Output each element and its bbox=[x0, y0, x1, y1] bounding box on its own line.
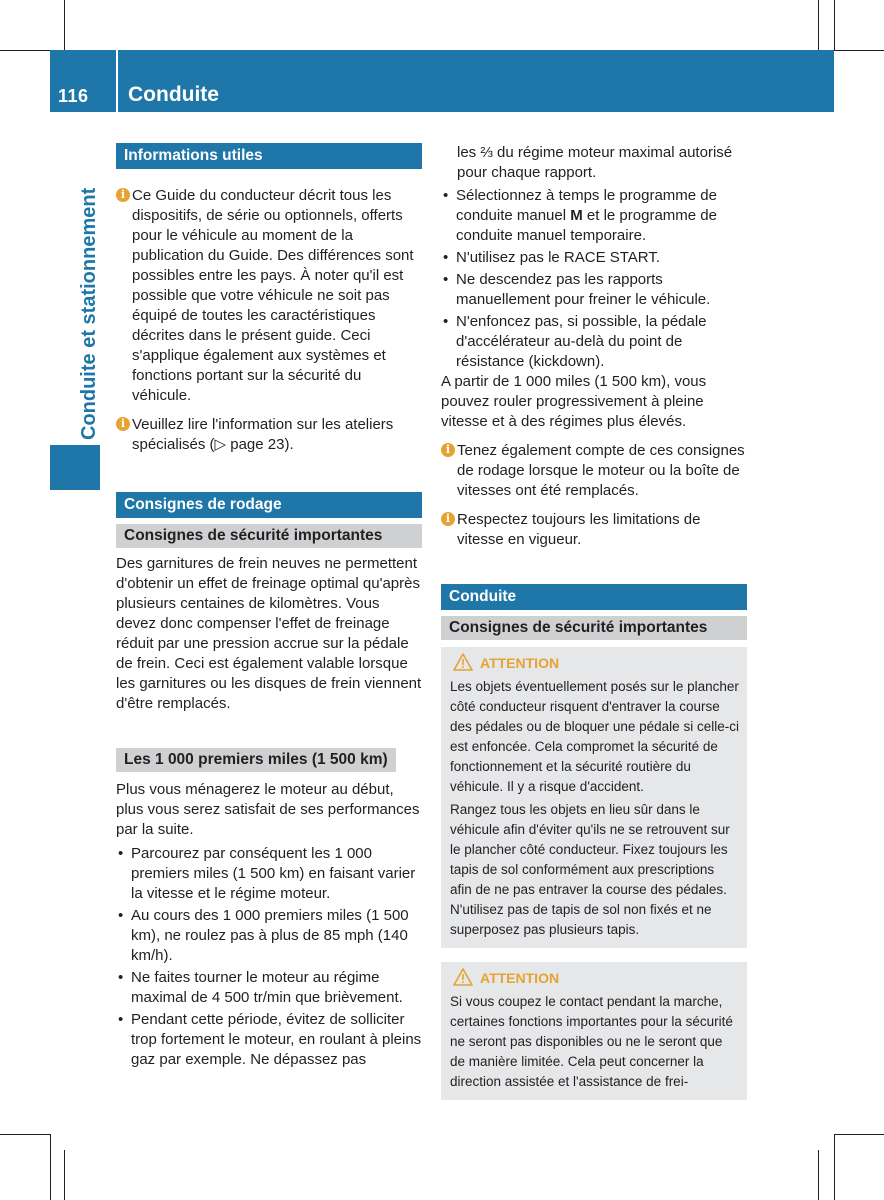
list-item-text: Pendant cette période, évitez de solliciter trop fortement le moteur, en roulant à pleins gaz par exemple. Ne dépassez pas bbox=[131, 1011, 422, 1068]
paragraph: Plus vous ménagerez le moteur au début, plus vous serez satisfait de ses performances par la suite. bbox=[116, 781, 420, 838]
info-text: Tenez également compte de ces consignes de rodage lorsque le moteur ou la boîte de vitesses ont été remplacés. bbox=[457, 442, 745, 499]
section-heading-conduite: Conduite bbox=[441, 584, 747, 610]
list-item-text: Au cours des 1 000 premiers miles (1 500 km), ne roulez pas à plus de 85 mph (140 km/h). bbox=[131, 907, 409, 964]
bullet-marker: • bbox=[443, 313, 449, 330]
list-item bbox=[441, 186, 747, 246]
list-item-text: N'enfoncez pas, si possible, la pédale d'accélérateur au-delà du point de résistance (kickdown). bbox=[456, 313, 707, 370]
warning-box bbox=[441, 962, 747, 1100]
warning-text: Si vous coupez le contact pendant la marche, certaines fonctions importantes pour la sécurité ne seront pas disponibles ou ne le seront que de manière limitée. Cela peut concerner la direction assistée et l'assistance de frei- bbox=[450, 994, 733, 1089]
crop-mark bbox=[834, 1134, 835, 1200]
info-note bbox=[441, 510, 747, 550]
info-text: Respectez toujours les limitations de vitesse en vigueur. bbox=[457, 511, 701, 548]
bullet-marker: • bbox=[118, 845, 124, 862]
info-note bbox=[116, 415, 422, 455]
info-note bbox=[116, 186, 422, 406]
info-icon: i bbox=[441, 512, 455, 526]
list-item bbox=[441, 312, 747, 372]
subheading-premiers-miles: Les 1 000 premiers miles (1 500 km) bbox=[116, 748, 396, 772]
info-icon: i bbox=[116, 188, 130, 202]
crop-mark bbox=[0, 1134, 50, 1135]
list-item-text: Ne faites tourner le moteur au régime maximal de 4 500 tr/min que brièvement. bbox=[131, 969, 403, 1006]
info-icon: i bbox=[441, 443, 455, 457]
list-item-text: Ne descendez pas les rapports manuellement pour freiner le véhicule. bbox=[456, 271, 711, 308]
warning-title-text: ATTENTION bbox=[480, 970, 560, 986]
info-icon: i bbox=[116, 417, 130, 431]
bullet-marker: • bbox=[443, 187, 449, 204]
crop-mark bbox=[818, 0, 819, 50]
list-item bbox=[441, 248, 747, 268]
warning-title bbox=[450, 653, 739, 673]
page-title: Conduite bbox=[128, 83, 219, 106]
section-heading-informations-utiles: Informations utiles bbox=[116, 143, 422, 169]
right-column bbox=[441, 143, 747, 1100]
crop-mark bbox=[834, 0, 835, 50]
list-item bbox=[116, 968, 422, 1008]
list-item-text: Sélectionnez à temps le programme de conduite manuel M et le programme de conduite manuel temporaire. bbox=[456, 187, 717, 244]
bullet-marker: • bbox=[443, 249, 449, 266]
warning-triangle-icon bbox=[453, 653, 473, 671]
warning-title-text: ATTENTION bbox=[480, 655, 560, 671]
bullet-marker: • bbox=[443, 271, 449, 288]
crop-mark bbox=[64, 0, 65, 50]
list-item bbox=[116, 844, 422, 904]
crop-mark bbox=[0, 50, 50, 51]
info-text: Ce Guide du conducteur décrit tous les dispositifs, de série ou optionnels, offerts pour le véhicule au moment de la publication du Guide. Des différences sont possibles entre les pays. À noter qu'il est possible que votre véhicule ne soit pas équipé de toutes les caractéristiques décrites dans le présent guide. Ceci s'applique également aux systèmes et fonctions portant sur la sécurité du véhicule. bbox=[132, 187, 414, 404]
subheading-securite: Consignes de sécurité importantes bbox=[116, 524, 422, 548]
section-heading-consignes-rodage: Consignes de rodage bbox=[116, 492, 422, 518]
header-separator bbox=[116, 50, 118, 112]
bullet-marker: • bbox=[118, 907, 124, 924]
warning-box bbox=[441, 647, 747, 948]
paragraph: A partir de 1 000 miles (1 500 km), vous pouvez rouler progressivement à pleine vitesse et à des régimes plus élevés. bbox=[441, 373, 707, 430]
continuation-text: les ⅔ du régime moteur maximal autorisé pour chaque rapport. bbox=[457, 144, 733, 181]
crop-mark bbox=[834, 1134, 884, 1135]
crop-mark bbox=[64, 1150, 65, 1200]
warning-text: Les objets éventuellement posés sur le plancher côté conducteur risquent d'entraver la course des pédales ou de bloquer une pédale si celle-ci est enfoncée. Cela compromet la sécurité de fonctionnement et la sécurité routière du véhicule. Il y a risque d'accident. bbox=[450, 679, 739, 794]
warning-triangle-icon bbox=[453, 968, 473, 986]
chapter-label: Conduite et stationnement bbox=[78, 187, 100, 440]
subheading-securite: Consignes de sécurité importantes bbox=[441, 616, 747, 640]
list-item-text: Parcourez par conséquent les 1 000 premiers miles (1 500 km) en faisant varier la vitesse et le régime moteur. bbox=[131, 845, 416, 902]
paragraph: Des garnitures de frein neuves ne permettent d'obtenir un effet de freinage optimal qu'après plusieurs centaines de kilomètres. Vous devez donc compenser l'effet de freinage réduit par une pression accrue sur la pédale de frein. Ceci est également valable lorsque les garnitures ou les disques de frein viennent d'être remplacés. bbox=[116, 555, 422, 712]
list-item bbox=[116, 906, 422, 966]
crop-mark bbox=[818, 1150, 819, 1200]
warning-title bbox=[450, 968, 739, 988]
info-text: Veuillez lire l'information sur les ateliers spécialisés (▷ page 23). bbox=[132, 416, 394, 453]
info-note bbox=[441, 441, 747, 501]
crop-mark bbox=[50, 1134, 51, 1200]
side-tab bbox=[50, 445, 100, 490]
list-item bbox=[441, 270, 747, 310]
crop-mark bbox=[834, 50, 884, 51]
list-item-text: N'utilisez pas le RACE START. bbox=[456, 249, 661, 266]
left-column bbox=[116, 143, 422, 1070]
page-number: 116 bbox=[58, 86, 89, 106]
bullet-marker: • bbox=[118, 1011, 124, 1028]
list-item bbox=[116, 1010, 422, 1070]
warning-text: Rangez tous les objets en lieu sûr dans le véhicule afin d'éviter qu'ils ne se retrouvent sur le plancher côté conducteur. Fixez toujours les tapis de sol conformément aux prescriptions afin de ne pas entraver la course des pédales. N'utilisez pas de tapis de sol non fixés et ne superposez pas plusieurs tapis. bbox=[450, 802, 730, 937]
bullet-marker: • bbox=[118, 969, 124, 986]
